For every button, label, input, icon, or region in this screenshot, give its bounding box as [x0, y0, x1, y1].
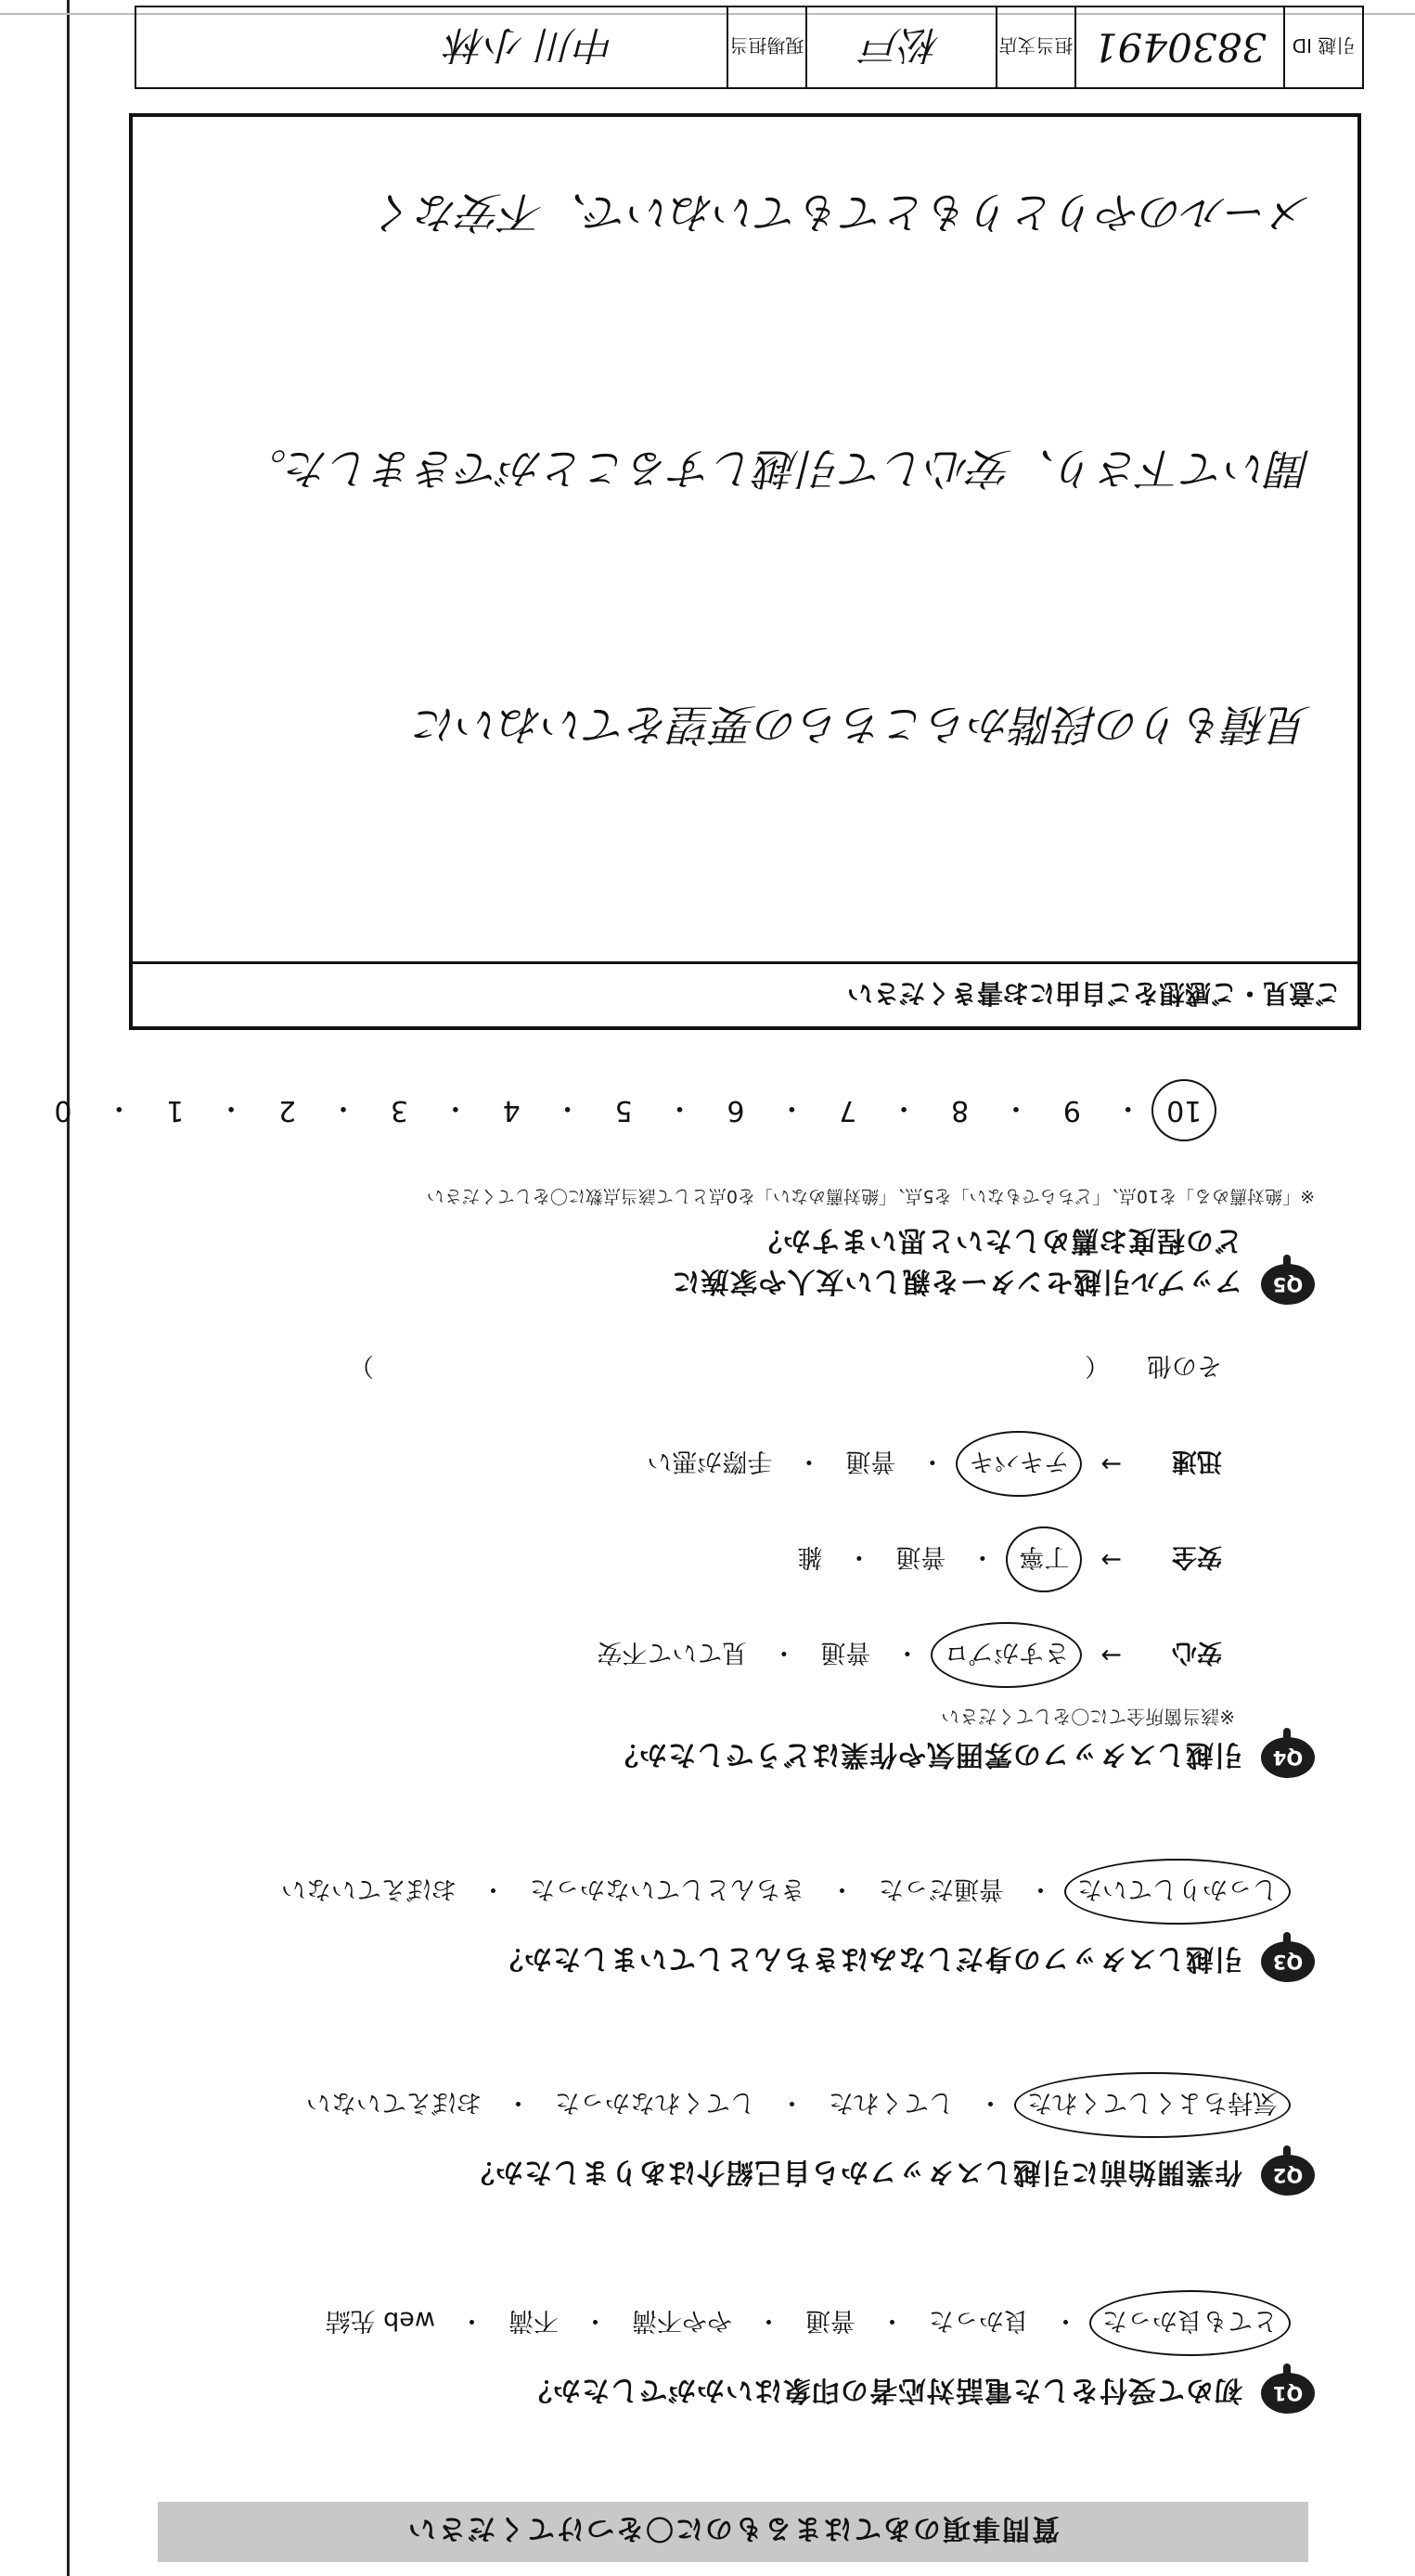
- q2-badge: Q2: [1261, 2155, 1315, 2196]
- q1-option[interactable]: 普通: [805, 2306, 855, 2335]
- q1-option[interactable]: やや不満: [632, 2306, 732, 2335]
- scale-option[interactable]: 0: [54, 1094, 72, 1127]
- id-label: 引越 ID: [1283, 7, 1362, 87]
- q5-note: ※「絶対薦める」を10点、「どちらでもない」を5点、「絶対薦めない」を0点として該当点数に〇をしてください: [426, 1186, 1315, 1206]
- q4-option[interactable]: 雑: [797, 1542, 823, 1571]
- admin-footer-table: [135, 6, 1364, 89]
- q2-option-selected[interactable]: 気持ちよくしてくれた: [1027, 2087, 1278, 2123]
- q2-option[interactable]: してくれた: [829, 2088, 954, 2117]
- scale-option[interactable]: 8: [951, 1094, 970, 1127]
- scale-option[interactable]: 9: [1062, 1094, 1081, 1127]
- comment-line: 見積もりの段階からこちらの要望をていねいに: [415, 700, 1311, 750]
- q4-other-label: その他: [1147, 1351, 1222, 1380]
- q4-option[interactable]: 手際が悪い: [647, 1447, 773, 1475]
- scale-option[interactable]: 1: [166, 1094, 185, 1127]
- q4-row-label: 迅速: [1172, 1447, 1222, 1475]
- q5-line2: どの程度お薦めしたいと思いますか？: [753, 1224, 1242, 1256]
- scale-option[interactable]: 2: [278, 1094, 297, 1127]
- scale-option-selected[interactable]: 10: [1166, 1094, 1203, 1127]
- comment-line: 聞いて下さり、安心して引越しすることができました。: [244, 444, 1311, 494]
- comment-title: ご意見・ご感想をご自由にお書きください: [133, 961, 1357, 1026]
- q4-option-selected[interactable]: さすがプロ: [944, 1637, 1069, 1673]
- q5-scale: 10 ・ 9 ・ 8 ・ 7 ・ 6 ・ 5 ・ 4 ・ 3 ・ 2 ・ 1 ・ 0: [44, 1090, 1315, 1131]
- q3-text: 引越しスタッフの身だしなみはきちんとしていましたか？: [495, 1942, 1242, 1975]
- branch-label: 担当支店: [996, 7, 1074, 87]
- leader-value: 中川 小林: [446, 22, 615, 68]
- q5-badge: Q5: [1261, 1264, 1315, 1305]
- q4-badge: Q4: [1261, 1737, 1315, 1778]
- q3-option[interactable]: きちんとしていなかった: [530, 1874, 805, 1903]
- branch-value: 松戸: [805, 7, 996, 87]
- arrow-icon: →: [1100, 1641, 1122, 1669]
- question-5: [44, 1090, 1315, 1305]
- leader-label: 現場担当: [727, 7, 805, 87]
- q1-option-selected[interactable]: とても良かった: [1102, 2305, 1278, 2341]
- question-4: [44, 1291, 1315, 1778]
- q4-row-anzen: 安全 → 丁寧 ・ 普通 ・ 雑: [44, 1541, 1222, 1578]
- arrow-icon: →: [1100, 1449, 1122, 1478]
- question-3: [44, 1874, 1315, 1982]
- q4-row-jinsoku: 迅速 → テキパキ ・ 普通 ・ 手際が悪い: [44, 1446, 1222, 1482]
- q4-other-field[interactable]: [349, 1350, 1110, 1386]
- q4-option[interactable]: 普通: [820, 1638, 871, 1667]
- q3-badge: Q3: [1261, 1941, 1315, 1982]
- q5-line1: アップル引越センターを親しい友人や家族に: [671, 1265, 1242, 1297]
- id-value: 3830491: [1074, 7, 1283, 87]
- q4-option-selected[interactable]: テキパキ: [969, 1446, 1069, 1482]
- scale-option[interactable]: 4: [502, 1094, 521, 1127]
- q4-row-label: 安全: [1172, 1542, 1222, 1571]
- q2-text: 作業開始前に引越しスタッフから自己紹介はありましたか？: [466, 2156, 1242, 2188]
- q2-options: 気持ちよくしてくれた ・ してくれた ・ してくれなかった ・ おぼえていない: [44, 2087, 1315, 2123]
- q4-row-label: 安心: [1172, 1638, 1222, 1667]
- q1-option[interactable]: web 先結: [325, 2306, 435, 2335]
- arrow-icon: →: [1100, 1545, 1122, 1574]
- scale-option[interactable]: 5: [614, 1094, 633, 1127]
- q2-option[interactable]: してくれなかった: [555, 2088, 755, 2117]
- instruction-banner: 質問事項のあてはまるものに〇をつけてください: [158, 2502, 1308, 2562]
- q4-note: ※該当箇所全てに〇をしてください: [941, 1706, 1235, 1728]
- q4-rows: [44, 1350, 1315, 1673]
- scale-option[interactable]: 7: [839, 1094, 857, 1127]
- q4-option-selected[interactable]: 丁寧: [1019, 1541, 1069, 1578]
- q3-option[interactable]: おぼえていない: [281, 1874, 457, 1903]
- q3-option[interactable]: 普通だった: [879, 1874, 1004, 1903]
- q1-option[interactable]: 良かった: [929, 2306, 1029, 2335]
- paren-close: ）: [349, 1351, 374, 1380]
- comment-box[interactable]: [129, 113, 1361, 1030]
- comment-handwriting: [161, 0, 1311, 938]
- q1-option[interactable]: 不満: [508, 2306, 559, 2335]
- q1-text: 初めて受付をした電話対応者の印象はいかがでしたか？: [523, 2374, 1242, 2406]
- q4-option[interactable]: 普通: [845, 1447, 896, 1475]
- comment-line: メールのやりとりもとてもていねいで、不安なく: [373, 187, 1311, 238]
- scale-option[interactable]: 6: [727, 1094, 745, 1127]
- q2-option[interactable]: おぼえていない: [306, 2088, 482, 2117]
- q3-options: しっかりしていた ・ 普通だった ・ きちんとしていなかった ・ おぼえていない: [44, 1874, 1315, 1910]
- q1-badge: Q1: [1261, 2373, 1315, 2414]
- paren-open: （: [1085, 1351, 1110, 1380]
- question-1: [44, 2305, 1315, 2414]
- q4-text: 引越しスタッフの雰囲気や作業はどうでしたか？: [610, 1738, 1242, 1771]
- q4-row-anshin: 安心 → さすがプロ ・ 普通 ・ 見ていて不安: [44, 1637, 1222, 1673]
- q4-option[interactable]: 見ていて不安: [597, 1638, 748, 1667]
- q4-row-other: [44, 1350, 1222, 1386]
- q1-options: とても良かった ・ 良かった ・ 普通 ・ やや不満 ・ 不満 ・ web 先結: [44, 2305, 1315, 2341]
- question-2: [44, 2087, 1315, 2196]
- q4-option[interactable]: 普通: [895, 1542, 946, 1571]
- q3-option-selected[interactable]: しっかりしていた: [1077, 1874, 1278, 1910]
- scale-option[interactable]: 3: [390, 1094, 408, 1127]
